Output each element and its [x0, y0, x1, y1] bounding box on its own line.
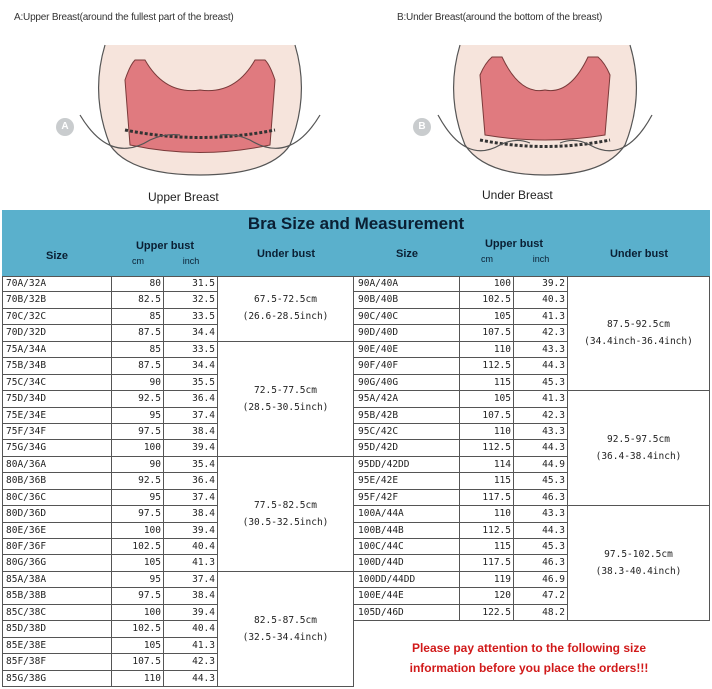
size-cell: 90D/40D: [354, 325, 460, 341]
cm-cell: 100: [112, 440, 164, 456]
cm-cell: 80: [112, 276, 164, 292]
cm-cell: 85: [112, 342, 164, 358]
under-bust-inch: (34.4inch-36.4inch): [584, 336, 693, 348]
cm-cell: 105: [112, 638, 164, 654]
under-bust-cm: 97.5-102.5cm: [604, 549, 673, 561]
size-cell: 75C/34C: [2, 375, 112, 391]
size-cell: 75G/34G: [2, 440, 112, 456]
inch-cell: 39.4: [164, 440, 218, 456]
cm-cell: 110: [460, 424, 514, 440]
cm-cell: 117.5: [460, 490, 514, 506]
header-under-bust-right: Under bust: [609, 248, 669, 260]
inch-cell: 39.4: [164, 523, 218, 539]
header-inch-left: inch: [182, 256, 200, 266]
size-cell: 85G/38G: [2, 671, 112, 687]
size-cell: 75A/34A: [2, 342, 112, 358]
header-upper-bust-left: Upper bust: [135, 240, 195, 252]
inch-cell: 42.3: [514, 325, 568, 341]
size-cell: 95B/42B: [354, 408, 460, 424]
cm-cell: 87.5: [112, 325, 164, 341]
cm-cell: 114: [460, 457, 514, 473]
size-cell: 80E/36E: [2, 523, 112, 539]
size-cell: 80A/36A: [2, 457, 112, 473]
inch-cell: 46.9: [514, 572, 568, 588]
size-cell: 85D/38D: [2, 621, 112, 637]
size-cell: 95A/42A: [354, 391, 460, 407]
cm-cell: 120: [460, 588, 514, 604]
size-cell: 90G/40G: [354, 375, 460, 391]
inch-cell: 47.2: [514, 588, 568, 604]
inch-cell: 38.4: [164, 588, 218, 604]
size-cell: 75F/34F: [2, 424, 112, 440]
size-cell: 95D/42D: [354, 440, 460, 456]
size-cell: 100E/44E: [354, 588, 460, 604]
size-cell: 80C/36C: [2, 490, 112, 506]
size-cell: 70B/32B: [2, 292, 112, 308]
under-bust-range: [568, 391, 710, 506]
cm-cell: 115: [460, 375, 514, 391]
inch-cell: 33.5: [164, 342, 218, 358]
header-upper-bust-right: Upper bust: [484, 238, 544, 250]
size-cell: 80B/36B: [2, 473, 112, 489]
order-notice: [374, 638, 684, 678]
inch-cell: 40.3: [514, 292, 568, 308]
inch-cell: 41.3: [514, 309, 568, 325]
cm-cell: 105: [460, 309, 514, 325]
size-cell: 100A/44A: [354, 506, 460, 522]
under-bust-cm: 82.5-87.5cm: [254, 614, 317, 626]
inch-cell: 44.9: [514, 457, 568, 473]
badge-a-icon: A: [56, 118, 74, 136]
order-notice-line1: Please pay attention to the following size: [411, 641, 647, 655]
size-cell: 70D/32D: [2, 325, 112, 341]
inch-cell: 44.3: [514, 358, 568, 374]
under-bust-range: [218, 276, 354, 342]
size-cell: 70A/32A: [2, 276, 112, 292]
caption-upper-breast: A:Upper Breast(around the fullest part of the breast): [14, 12, 234, 23]
under-bust-inch: (28.5-30.5inch): [242, 401, 329, 413]
inch-cell: 32.5: [164, 292, 218, 308]
size-cell: 90C/40C: [354, 309, 460, 325]
inch-cell: 35.4: [164, 457, 218, 473]
header-size-left: Size: [45, 250, 68, 262]
order-notice-line2: information before you place the orders!!!: [409, 661, 649, 675]
cm-cell: 97.5: [112, 424, 164, 440]
inch-cell: 35.5: [164, 375, 218, 391]
size-cell: 85C/38C: [2, 605, 112, 621]
inch-cell: 33.5: [164, 309, 218, 325]
cm-cell: 97.5: [112, 588, 164, 604]
cm-cell: 92.5: [112, 391, 164, 407]
inch-cell: 36.4: [164, 473, 218, 489]
size-cell: 100DD/44DD: [354, 572, 460, 588]
header-cm-left: cm: [132, 256, 144, 266]
header-inch-right: inch: [532, 254, 550, 264]
size-table: [2, 210, 710, 687]
size-cell: 95DD/42DD: [354, 457, 460, 473]
inch-cell: 44.3: [164, 671, 218, 687]
inch-cell: 31.5: [164, 276, 218, 292]
size-cell: 100B/44B: [354, 523, 460, 539]
size-cell: 95E/42E: [354, 473, 460, 489]
cm-cell: 102.5: [460, 292, 514, 308]
under-bust-inch: (36.4-38.4inch): [595, 451, 682, 463]
under-bust-inch: (38.3-40.4inch): [595, 566, 682, 578]
cm-cell: 100: [112, 605, 164, 621]
inch-cell: 44.3: [514, 440, 568, 456]
inch-cell: 43.3: [514, 506, 568, 522]
size-cell: 90E/40E: [354, 342, 460, 358]
header-under-bust-left: Under bust: [256, 248, 316, 260]
size-cell: 85F/38F: [2, 654, 112, 670]
under-bust-cm: 77.5-82.5cm: [254, 499, 317, 511]
inch-cell: 34.4: [164, 358, 218, 374]
inch-cell: 41.3: [164, 638, 218, 654]
size-cell: 100D/44D: [354, 555, 460, 571]
inch-cell: 37.4: [164, 490, 218, 506]
cm-cell: 112.5: [460, 523, 514, 539]
under-bust-range: [568, 506, 710, 621]
cm-cell: 115: [460, 539, 514, 555]
inch-cell: 42.3: [514, 408, 568, 424]
cm-cell: 102.5: [112, 621, 164, 637]
size-cell: 85E/38E: [2, 638, 112, 654]
size-cell: 105D/46D: [354, 605, 460, 621]
inch-cell: 39.2: [514, 276, 568, 292]
cm-cell: 110: [112, 671, 164, 687]
cm-cell: 95: [112, 408, 164, 424]
inch-cell: 42.3: [164, 654, 218, 670]
inch-cell: 38.4: [164, 506, 218, 522]
size-cell: 90F/40F: [354, 358, 460, 374]
cm-cell: 107.5: [112, 654, 164, 670]
cm-cell: 117.5: [460, 555, 514, 571]
cm-cell: 85: [112, 309, 164, 325]
inch-cell: 43.3: [514, 342, 568, 358]
inch-cell: 41.3: [164, 555, 218, 571]
inch-cell: 37.4: [164, 572, 218, 588]
cm-cell: 107.5: [460, 408, 514, 424]
size-cell: 75B/34B: [2, 358, 112, 374]
inch-cell: 40.4: [164, 621, 218, 637]
inch-cell: 38.4: [164, 424, 218, 440]
cm-cell: 100: [112, 523, 164, 539]
under-bust-range: [218, 342, 354, 457]
size-cell: 95C/42C: [354, 424, 460, 440]
size-cell: 80G/36G: [2, 555, 112, 571]
cm-cell: 82.5: [112, 292, 164, 308]
under-bust-cm: 72.5-77.5cm: [254, 384, 317, 396]
size-cell: 80D/36D: [2, 506, 112, 522]
inch-cell: 44.3: [514, 523, 568, 539]
inch-cell: 46.3: [514, 555, 568, 571]
inch-cell: 34.4: [164, 325, 218, 341]
inch-cell: 45.3: [514, 473, 568, 489]
upper-breast-figure: [70, 35, 330, 185]
inch-cell: 43.3: [514, 424, 568, 440]
inch-cell: 36.4: [164, 391, 218, 407]
header-size-right: Size: [395, 248, 418, 260]
inch-cell: 46.3: [514, 490, 568, 506]
header-cm-right: cm: [481, 254, 493, 264]
size-cell: 75E/34E: [2, 408, 112, 424]
cm-cell: 112.5: [460, 358, 514, 374]
cm-cell: 107.5: [460, 325, 514, 341]
size-cell: 95F/42F: [354, 490, 460, 506]
inch-cell: 45.3: [514, 375, 568, 391]
badge-b-icon: B: [413, 118, 431, 136]
inch-cell: 45.3: [514, 539, 568, 555]
cm-cell: 95: [112, 490, 164, 506]
cm-cell: 105: [112, 555, 164, 571]
cm-cell: 100: [460, 276, 514, 292]
table-title: Bra Size and Measurement: [247, 214, 465, 233]
under-bust-cm: 67.5-72.5cm: [254, 294, 317, 306]
size-cell: 75D/34D: [2, 391, 112, 407]
under-bust-inch: (30.5-32.5inch): [242, 516, 329, 528]
cm-cell: 119: [460, 572, 514, 588]
size-cell: 90A/40A: [354, 276, 460, 292]
label-under-breast: Under Breast: [482, 188, 553, 202]
inch-cell: 48.2: [514, 605, 568, 621]
cm-cell: 105: [460, 391, 514, 407]
cm-cell: 87.5: [112, 358, 164, 374]
cm-cell: 95: [112, 572, 164, 588]
size-cell: 90B/40B: [354, 292, 460, 308]
size-cell: 80F/36F: [2, 539, 112, 555]
cm-cell: 90: [112, 457, 164, 473]
size-cell: 85B/38B: [2, 588, 112, 604]
under-bust-range: [218, 457, 354, 572]
cm-cell: 110: [460, 342, 514, 358]
cm-cell: 112.5: [460, 440, 514, 456]
inch-cell: 37.4: [164, 408, 218, 424]
cm-cell: 110: [460, 506, 514, 522]
cm-cell: 90: [112, 375, 164, 391]
measurement-illustration: [0, 0, 712, 210]
inch-cell: 40.4: [164, 539, 218, 555]
under-bust-cm: 87.5-92.5cm: [607, 319, 670, 331]
under-breast-figure: [430, 35, 660, 185]
under-bust-inch: (26.6-28.5inch): [242, 311, 329, 323]
inch-cell: 41.3: [514, 391, 568, 407]
cm-cell: 122.5: [460, 605, 514, 621]
cm-cell: 92.5: [112, 473, 164, 489]
cm-cell: 115: [460, 473, 514, 489]
under-bust-inch: (32.5-34.4inch): [242, 631, 329, 643]
size-cell: 70C/32C: [2, 309, 112, 325]
under-bust-range: [218, 572, 354, 687]
cm-cell: 97.5: [112, 506, 164, 522]
size-cell: 85A/38A: [2, 572, 112, 588]
size-cell: 100C/44C: [354, 539, 460, 555]
under-bust-range: [568, 276, 710, 391]
under-bust-cm: 92.5-97.5cm: [607, 434, 670, 446]
cm-cell: 102.5: [112, 539, 164, 555]
inch-cell: 39.4: [164, 605, 218, 621]
label-upper-breast: Upper Breast: [148, 190, 219, 204]
caption-under-breast: B:Under Breast(around the bottom of the breast): [397, 12, 603, 23]
